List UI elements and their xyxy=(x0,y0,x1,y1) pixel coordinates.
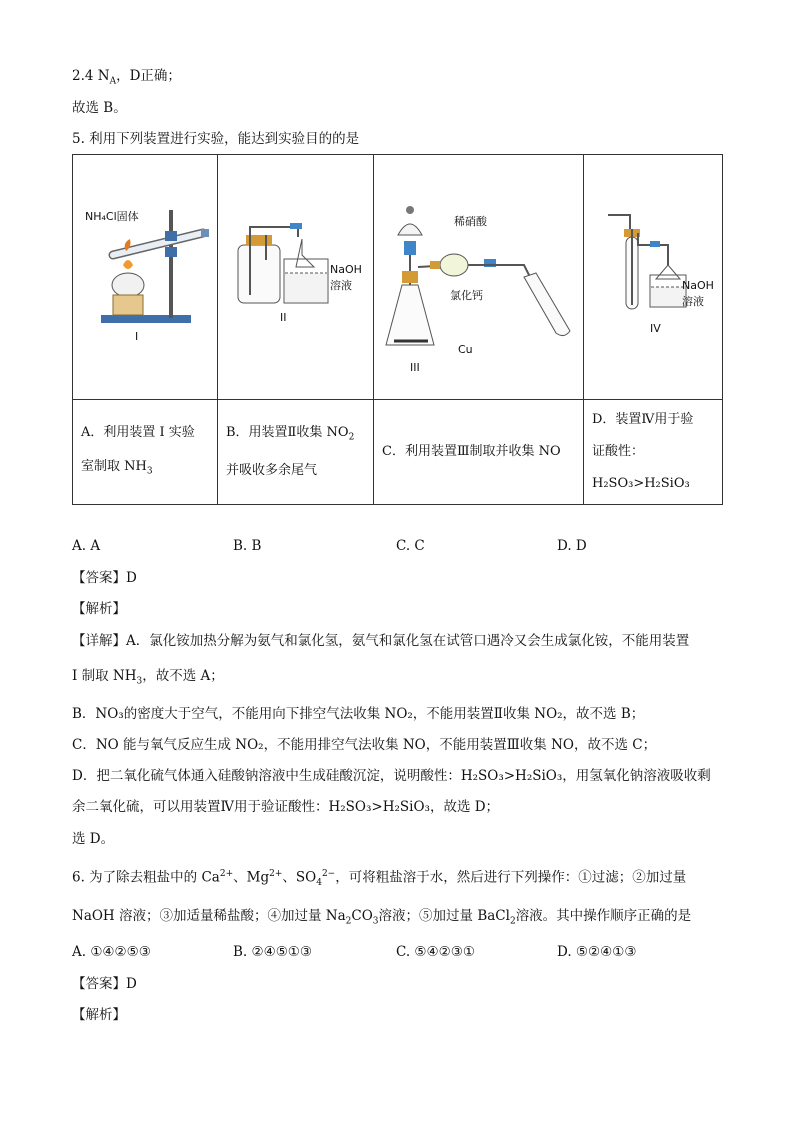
q5-conclusion: 选 D。 xyxy=(72,831,115,847)
q5-detail-line-1: 【详解】A．氯化铵加热分解为氨气和氯化氢，氨气和氯化氢在试管口遇冷又会生成氯化铵，不能用装置 xyxy=(72,633,690,649)
option-cell-C: C．利用装置Ⅲ制取并收集 NO xyxy=(374,400,584,505)
apparatus-IV-diagram xyxy=(584,155,723,395)
option-cell-A: A．利用装置 I 实验 室制取 $NH_3$ xyxy=(73,400,218,505)
label-roman-I: I xyxy=(135,330,139,343)
diagram-cell-III xyxy=(374,155,584,400)
q6-analysis-title: 【解析】 xyxy=(72,1007,126,1023)
q5-detail-line-2: I 制取 $NH_3$，故不选 A； xyxy=(72,668,224,687)
label-naoh-II: NaOH xyxy=(330,263,362,276)
intro-line-1: 2.4 $N_A$，D正确； xyxy=(72,68,181,87)
q6-option-a: A. ①④②⑤③ xyxy=(72,944,151,960)
q6-option-d: D. ⑤②④①③ xyxy=(557,944,637,960)
q6-stem-line-2: NaOH 溶液；③加适量稀盐酸；④加过量 $Na_2CO_3$溶液；⑤加过量 BaCl$_2$溶液。其中操作顺序正确的是 xyxy=(72,908,692,927)
label-roman-III: III xyxy=(410,361,420,374)
apparatus-III-diagram xyxy=(374,155,584,395)
diagram-cell-I xyxy=(73,155,218,400)
q5-option-b: B. B xyxy=(233,538,262,554)
intro-line-2: 故选 B。 xyxy=(72,100,127,116)
label-roman-II: II xyxy=(280,311,287,324)
q5-detail-d-2: 余二氧化硫，可以用装置Ⅳ用于验证酸性：H₂SO₃>H₂SiO₃，故选 D； xyxy=(72,799,500,815)
diagram-cell-II xyxy=(218,155,374,400)
label-nh4cl: NH₄Cl固体 xyxy=(85,210,139,223)
q6-answer: 【答案】D xyxy=(72,976,137,992)
q6-option-c: C. ⑤④②③① xyxy=(396,944,475,960)
q5-option-d: D. D xyxy=(557,538,587,554)
label-calcium-chloride: 氯化钙 xyxy=(450,289,483,302)
label-cu: Cu xyxy=(458,343,473,356)
q5-option-a: A. A xyxy=(72,538,101,554)
diagram-cell-IV xyxy=(584,155,723,400)
q5-detail-d-1: D．把二氧化硫气体通入硅酸钠溶液中生成硅酸沉淀，说明酸性：H₂SO₃>H₂SiO₃，用氢氧化钠溶液吸收剩 xyxy=(72,768,711,784)
q5-stem: 5. 利用下列装置进行实验，能达到实验目的的是 xyxy=(72,131,360,147)
apparatus-I-diagram xyxy=(73,155,218,395)
label-roman-IV: IV xyxy=(650,322,661,335)
q5-option-c: C. C xyxy=(396,538,425,554)
q5-detail-c: C．NO 能与氧气反应生成 NO₂，不能用排空气法收集 NO，不能用装置Ⅲ收集 NO，故不选 C； xyxy=(72,737,657,753)
q5-answer: 【答案】D xyxy=(72,570,137,586)
q5-detail-b: B．NO₃的密度大于空气，不能用向下排空气法收集 NO₂，不能用装置Ⅱ收集 NO₂，故不选 B； xyxy=(72,706,645,722)
q6-option-b: B. ②④⑤①③ xyxy=(233,944,313,960)
label-solution-II: 溶液 xyxy=(330,279,352,292)
option-cell-D: D．装置Ⅳ用于验 证酸性： H₂SO₃>H₂SiO₃ xyxy=(584,400,723,505)
label-solution-IV: 溶液 xyxy=(682,295,704,308)
label-dilute-nitric-acid: 稀硝酸 xyxy=(454,215,487,228)
q5-apparatus-table xyxy=(72,154,723,505)
q6-stem-line-1: 6. 为了除去粗盐中的 $Ca^{2+}$、$Mg^{2+}$、$SO_4^{2-}$，可将粗盐溶于水，然后进行下列操作：①过滤；②加过量 xyxy=(72,869,687,889)
q5-analysis-title: 【解析】 xyxy=(72,601,126,617)
apparatus-II-diagram xyxy=(218,155,374,395)
option-cell-B: B．用装置Ⅱ收集 $NO_2$ 并吸收多余尾气 xyxy=(218,400,374,505)
label-naoh-IV: NaOH xyxy=(682,279,714,292)
